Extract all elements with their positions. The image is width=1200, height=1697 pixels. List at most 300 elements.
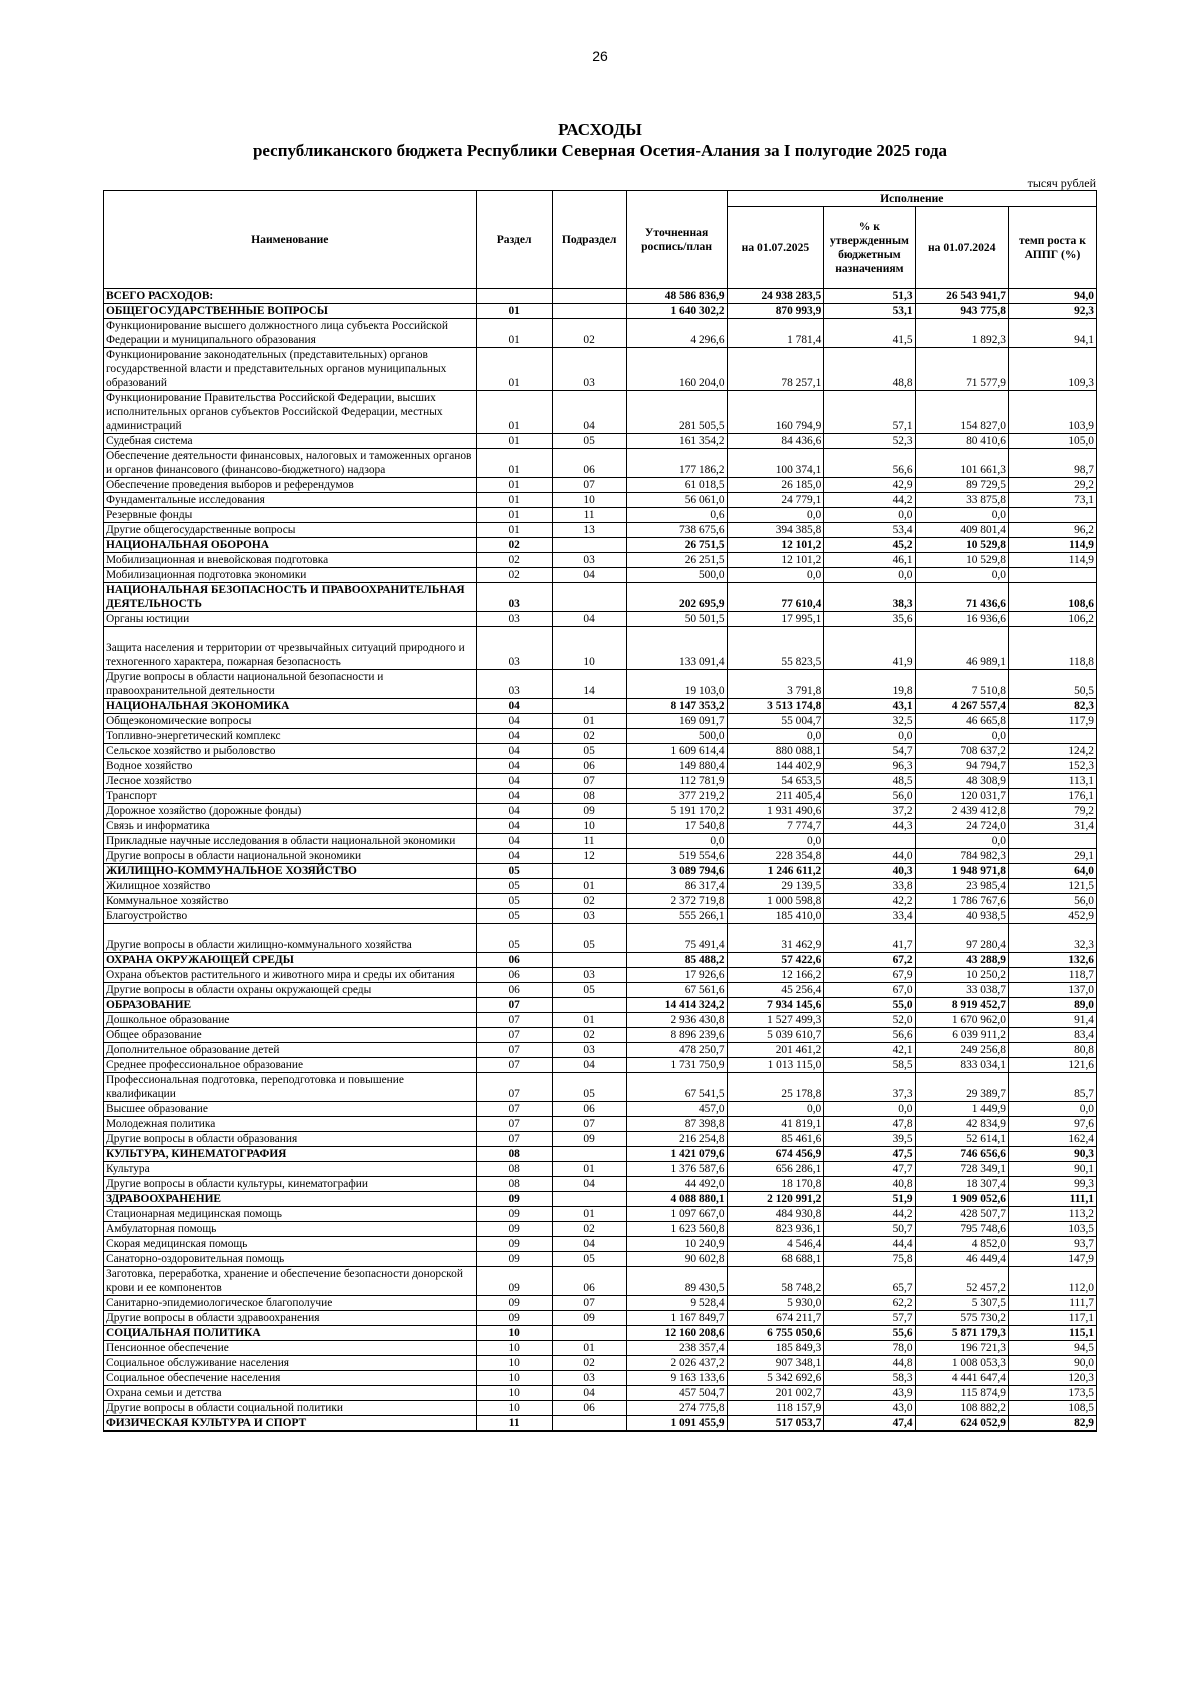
table-row bbox=[104, 612, 1097, 627]
row-exec-2024: 7 510,8 bbox=[915, 670, 1008, 699]
row-section: 09 bbox=[476, 1311, 552, 1326]
row-pct: 67,9 bbox=[824, 968, 915, 983]
row-exec-2024: 94 794,7 bbox=[915, 759, 1008, 774]
table-row bbox=[104, 729, 1097, 744]
row-exec-2024: 784 982,3 bbox=[915, 849, 1008, 864]
row-exec-2024: 0,0 bbox=[915, 729, 1008, 744]
row-exec-2025: 674 456,9 bbox=[727, 1147, 824, 1162]
row-subsection: 02 bbox=[552, 1222, 626, 1237]
row-pct: 53,1 bbox=[824, 304, 915, 319]
table-row bbox=[104, 879, 1097, 894]
table-row bbox=[104, 849, 1097, 864]
row-exec-2024: 33 875,8 bbox=[915, 493, 1008, 508]
row-exec-2024: 33 038,7 bbox=[915, 983, 1008, 998]
row-exec-2024: 154 827,0 bbox=[915, 391, 1008, 434]
row-name: Молодежная политика bbox=[104, 1117, 477, 1132]
row-subsection bbox=[552, 1326, 626, 1341]
row-pct: 33,8 bbox=[824, 879, 915, 894]
row-subsection: 03 bbox=[552, 909, 626, 924]
row-growth: 29,1 bbox=[1008, 849, 1096, 864]
row-name: Социальное обеспечение населения bbox=[104, 1371, 477, 1386]
row-subsection: 01 bbox=[552, 879, 626, 894]
table-row bbox=[104, 894, 1097, 909]
row-plan: 67 541,5 bbox=[626, 1073, 727, 1102]
row-exec-2024: 108 882,2 bbox=[915, 1401, 1008, 1416]
row-section: 09 bbox=[476, 1222, 552, 1237]
row-growth: 90,3 bbox=[1008, 1147, 1096, 1162]
table-row bbox=[104, 289, 1097, 304]
row-subsection: 04 bbox=[552, 1177, 626, 1192]
row-plan: 4 088 880,1 bbox=[626, 1192, 727, 1207]
row-pct: 65,7 bbox=[824, 1267, 915, 1296]
row-exec-2024: 409 801,4 bbox=[915, 523, 1008, 538]
header-on-2024: на 01.07.2024 bbox=[915, 207, 1008, 289]
row-section: 04 bbox=[476, 759, 552, 774]
row-subsection: 01 bbox=[552, 1207, 626, 1222]
row-subsection: 05 bbox=[552, 434, 626, 449]
table-row bbox=[104, 1267, 1097, 1296]
row-name: Высшее образование bbox=[104, 1102, 477, 1117]
row-exec-2024: 4 267 557,4 bbox=[915, 699, 1008, 714]
table-row bbox=[104, 348, 1097, 391]
row-section: 08 bbox=[476, 1177, 552, 1192]
row-plan: 56 061,0 bbox=[626, 493, 727, 508]
header-pct: % к утвержденным бюджетным назначениям bbox=[824, 207, 915, 289]
row-growth: 118,8 bbox=[1008, 627, 1096, 670]
row-name: Органы юстиции bbox=[104, 612, 477, 627]
row-growth: 91,4 bbox=[1008, 1013, 1096, 1028]
row-exec-2024: 1 909 052,6 bbox=[915, 1192, 1008, 1207]
row-plan: 85 488,2 bbox=[626, 953, 727, 968]
row-pct: 39,5 bbox=[824, 1132, 915, 1147]
row-subsection: 07 bbox=[552, 1117, 626, 1132]
row-pct: 43,1 bbox=[824, 699, 915, 714]
row-exec-2025: 185 849,3 bbox=[727, 1341, 824, 1356]
row-section: 09 bbox=[476, 1237, 552, 1252]
row-pct: 40,8 bbox=[824, 1177, 915, 1192]
table-row bbox=[104, 998, 1097, 1013]
row-name: НАЦИОНАЛЬНАЯ БЕЗОПАСНОСТЬ И ПРАВООХРАНИТЕЛЬНАЯ ДЕЯТЕЛЬНОСТЬ bbox=[104, 583, 477, 612]
row-name: ЗДРАВООХРАНЕНИЕ bbox=[104, 1192, 477, 1207]
row-subsection: 07 bbox=[552, 1296, 626, 1311]
row-section: 03 bbox=[476, 627, 552, 670]
row-plan: 48 586 836,9 bbox=[626, 289, 727, 304]
row-growth: 90,0 bbox=[1008, 1356, 1096, 1371]
row-section: 01 bbox=[476, 434, 552, 449]
header-growth: темп роста к АППГ (%) bbox=[1008, 207, 1096, 289]
row-subsection: 04 bbox=[552, 1058, 626, 1073]
row-exec-2024: 428 507,7 bbox=[915, 1207, 1008, 1222]
table-row bbox=[104, 699, 1097, 714]
header-section: Раздел bbox=[476, 191, 552, 289]
row-exec-2025: 29 139,5 bbox=[727, 879, 824, 894]
row-growth: 50,5 bbox=[1008, 670, 1096, 699]
table-row bbox=[104, 1386, 1097, 1401]
row-growth: 96,2 bbox=[1008, 523, 1096, 538]
row-subsection bbox=[552, 1147, 626, 1162]
row-exec-2025: 656 286,1 bbox=[727, 1162, 824, 1177]
row-exec-2024: 708 637,2 bbox=[915, 744, 1008, 759]
table-row bbox=[104, 1043, 1097, 1058]
row-exec-2025: 24 779,1 bbox=[727, 493, 824, 508]
row-section: 07 bbox=[476, 1013, 552, 1028]
row-name: ОБРАЗОВАНИЕ bbox=[104, 998, 477, 1013]
row-growth: 105,0 bbox=[1008, 434, 1096, 449]
row-section: 03 bbox=[476, 670, 552, 699]
row-name: НАЦИОНАЛЬНАЯ ОБОРОНА bbox=[104, 538, 477, 553]
header-on-2025: на 01.07.2025 bbox=[727, 207, 824, 289]
row-pct: 47,7 bbox=[824, 1162, 915, 1177]
row-growth: 113,1 bbox=[1008, 774, 1096, 789]
row-growth: 32,3 bbox=[1008, 924, 1096, 953]
row-exec-2025: 5 342 692,6 bbox=[727, 1371, 824, 1386]
table-row bbox=[104, 968, 1097, 983]
table-row bbox=[104, 449, 1097, 478]
row-pct: 44,2 bbox=[824, 493, 915, 508]
row-subsection: 03 bbox=[552, 968, 626, 983]
row-section: 07 bbox=[476, 1132, 552, 1147]
table-row bbox=[104, 1252, 1097, 1267]
row-growth: 85,7 bbox=[1008, 1073, 1096, 1102]
row-name: Амбулаторная помощь bbox=[104, 1222, 477, 1237]
row-plan: 149 880,4 bbox=[626, 759, 727, 774]
table-row bbox=[104, 1326, 1097, 1341]
row-growth: 82,3 bbox=[1008, 699, 1096, 714]
row-pct: 75,8 bbox=[824, 1252, 915, 1267]
row-subsection: 05 bbox=[552, 744, 626, 759]
row-plan: 1 623 560,8 bbox=[626, 1222, 727, 1237]
row-growth: 120,3 bbox=[1008, 1371, 1096, 1386]
row-name: Функционирование законодательных (представительных) органов государственной власти и представительных органов муниципальных образований bbox=[104, 348, 477, 391]
row-name: Транспорт bbox=[104, 789, 477, 804]
row-pct: 57,7 bbox=[824, 1311, 915, 1326]
row-pct: 0,0 bbox=[824, 508, 915, 523]
row-exec-2025: 144 402,9 bbox=[727, 759, 824, 774]
row-plan: 8 896 239,6 bbox=[626, 1028, 727, 1043]
row-exec-2025: 77 610,4 bbox=[727, 583, 824, 612]
row-subsection: 02 bbox=[552, 894, 626, 909]
row-subsection: 05 bbox=[552, 1073, 626, 1102]
row-pct: 62,2 bbox=[824, 1296, 915, 1311]
table-row bbox=[104, 1192, 1097, 1207]
row-section: 11 bbox=[476, 1416, 552, 1432]
row-exec-2024: 16 936,6 bbox=[915, 612, 1008, 627]
row-exec-2025: 185 410,0 bbox=[727, 909, 824, 924]
report-title bbox=[0, 119, 1200, 161]
row-growth bbox=[1008, 729, 1096, 744]
row-exec-2024: 52 614,1 bbox=[915, 1132, 1008, 1147]
row-growth: 109,3 bbox=[1008, 348, 1096, 391]
row-plan: 519 554,6 bbox=[626, 849, 727, 864]
row-pct: 0,0 bbox=[824, 729, 915, 744]
row-section: 05 bbox=[476, 864, 552, 879]
row-exec-2024: 1 449,9 bbox=[915, 1102, 1008, 1117]
row-subsection bbox=[552, 1416, 626, 1432]
row-growth: 29,2 bbox=[1008, 478, 1096, 493]
row-exec-2025: 4 546,4 bbox=[727, 1237, 824, 1252]
row-plan: 169 091,7 bbox=[626, 714, 727, 729]
row-section: 07 bbox=[476, 1028, 552, 1043]
row-plan: 738 675,6 bbox=[626, 523, 727, 538]
row-plan: 90 602,8 bbox=[626, 1252, 727, 1267]
row-name: Заготовка, переработка, хранение и обеспечение безопасности донорской крови и ее компонентов bbox=[104, 1267, 477, 1296]
row-plan: 8 147 353,2 bbox=[626, 699, 727, 714]
row-growth: 111,1 bbox=[1008, 1192, 1096, 1207]
row-exec-2025: 880 088,1 bbox=[727, 744, 824, 759]
row-growth: 162,4 bbox=[1008, 1132, 1096, 1147]
row-exec-2025: 45 256,4 bbox=[727, 983, 824, 998]
row-exec-2024: 624 052,9 bbox=[915, 1416, 1008, 1432]
table-row bbox=[104, 819, 1097, 834]
row-name: ВСЕГО РАСХОДОВ: bbox=[104, 289, 477, 304]
row-exec-2024: 196 721,3 bbox=[915, 1341, 1008, 1356]
row-subsection: 09 bbox=[552, 804, 626, 819]
row-exec-2025: 58 748,2 bbox=[727, 1267, 824, 1296]
row-plan: 112 781,9 bbox=[626, 774, 727, 789]
row-section: 01 bbox=[476, 319, 552, 348]
row-section: 10 bbox=[476, 1386, 552, 1401]
row-subsection: 10 bbox=[552, 627, 626, 670]
row-name: Дошкольное образование bbox=[104, 1013, 477, 1028]
row-exec-2025: 201 002,7 bbox=[727, 1386, 824, 1401]
row-subsection: 05 bbox=[552, 924, 626, 953]
table-row bbox=[104, 434, 1097, 449]
row-section: 09 bbox=[476, 1296, 552, 1311]
table-row bbox=[104, 1341, 1097, 1356]
row-pct: 51,3 bbox=[824, 289, 915, 304]
row-exec-2025: 1 000 598,8 bbox=[727, 894, 824, 909]
row-exec-2025: 1 246 611,2 bbox=[727, 864, 824, 879]
row-plan: 19 103,0 bbox=[626, 670, 727, 699]
row-subsection: 07 bbox=[552, 774, 626, 789]
row-plan: 457 504,7 bbox=[626, 1386, 727, 1401]
table-row bbox=[104, 789, 1097, 804]
row-growth: 114,9 bbox=[1008, 538, 1096, 553]
row-name: Функционирование Правительства Российской Федерации, высших исполнительных органов субъектов Российской Федерации, местных администраций bbox=[104, 391, 477, 434]
row-growth: 92,3 bbox=[1008, 304, 1096, 319]
row-pct: 0,0 bbox=[824, 1102, 915, 1117]
table-row bbox=[104, 1296, 1097, 1311]
row-exec-2025: 160 794,9 bbox=[727, 391, 824, 434]
row-pct: 33,4 bbox=[824, 909, 915, 924]
row-growth: 93,7 bbox=[1008, 1237, 1096, 1252]
row-subsection: 11 bbox=[552, 834, 626, 849]
row-subsection bbox=[552, 304, 626, 319]
row-subsection: 02 bbox=[552, 729, 626, 744]
row-plan: 1 376 587,6 bbox=[626, 1162, 727, 1177]
title-line-2: республиканского бюджета Республики Северная Осетия-Алания за I полугодие 2025 года bbox=[252, 141, 948, 160]
row-exec-2025: 3 513 174,8 bbox=[727, 699, 824, 714]
row-subsection: 11 bbox=[552, 508, 626, 523]
row-name: Резервные фонды bbox=[104, 508, 477, 523]
row-plan: 75 491,4 bbox=[626, 924, 727, 953]
row-growth bbox=[1008, 834, 1096, 849]
row-exec-2025: 0,0 bbox=[727, 1102, 824, 1117]
row-subsection: 01 bbox=[552, 714, 626, 729]
row-subsection: 04 bbox=[552, 612, 626, 627]
row-exec-2024: 46 665,8 bbox=[915, 714, 1008, 729]
row-pct: 53,4 bbox=[824, 523, 915, 538]
row-pct: 41,7 bbox=[824, 924, 915, 953]
row-name: Другие вопросы в области социальной политики bbox=[104, 1401, 477, 1416]
row-subsection: 14 bbox=[552, 670, 626, 699]
table-row bbox=[104, 1237, 1097, 1252]
row-exec-2024: 4 441 647,4 bbox=[915, 1371, 1008, 1386]
row-pct: 44,4 bbox=[824, 1237, 915, 1252]
row-pct: 52,3 bbox=[824, 434, 915, 449]
row-plan: 1 609 614,4 bbox=[626, 744, 727, 759]
table-row bbox=[104, 1132, 1097, 1147]
row-growth: 108,6 bbox=[1008, 583, 1096, 612]
row-name: Санаторно-оздоровительная помощь bbox=[104, 1252, 477, 1267]
row-pct: 58,5 bbox=[824, 1058, 915, 1073]
row-growth bbox=[1008, 508, 1096, 523]
row-exec-2025: 823 936,1 bbox=[727, 1222, 824, 1237]
row-exec-2025: 1 781,4 bbox=[727, 319, 824, 348]
table-row bbox=[104, 744, 1097, 759]
row-plan: 17 926,6 bbox=[626, 968, 727, 983]
row-pct: 56,6 bbox=[824, 449, 915, 478]
row-pct: 44,2 bbox=[824, 1207, 915, 1222]
row-pct: 48,5 bbox=[824, 774, 915, 789]
row-exec-2025: 17 995,1 bbox=[727, 612, 824, 627]
row-name: Прикладные научные исследования в области национальной экономики bbox=[104, 834, 477, 849]
table-row bbox=[104, 864, 1097, 879]
row-section: 06 bbox=[476, 983, 552, 998]
row-subsection: 12 bbox=[552, 849, 626, 864]
row-pct: 56,0 bbox=[824, 789, 915, 804]
row-exec-2024: 1 786 767,6 bbox=[915, 894, 1008, 909]
row-exec-2024: 728 349,1 bbox=[915, 1162, 1008, 1177]
row-pct: 55,6 bbox=[824, 1326, 915, 1341]
row-pct: 54,7 bbox=[824, 744, 915, 759]
row-pct: 96,3 bbox=[824, 759, 915, 774]
row-plan: 1 731 750,9 bbox=[626, 1058, 727, 1073]
row-growth: 83,4 bbox=[1008, 1028, 1096, 1043]
row-section: 08 bbox=[476, 1162, 552, 1177]
row-section: 04 bbox=[476, 849, 552, 864]
row-exec-2024: 80 410,6 bbox=[915, 434, 1008, 449]
row-exec-2025: 228 354,8 bbox=[727, 849, 824, 864]
row-plan: 67 561,6 bbox=[626, 983, 727, 998]
table-row bbox=[104, 304, 1097, 319]
row-plan: 3 089 794,6 bbox=[626, 864, 727, 879]
row-name: СОЦИАЛЬНАЯ ПОЛИТИКА bbox=[104, 1326, 477, 1341]
row-exec-2025: 0,0 bbox=[727, 568, 824, 583]
row-plan: 1 167 849,7 bbox=[626, 1311, 727, 1326]
row-plan: 12 160 208,6 bbox=[626, 1326, 727, 1341]
table-row bbox=[104, 1401, 1097, 1416]
table-row bbox=[104, 1028, 1097, 1043]
row-section: 03 bbox=[476, 583, 552, 612]
row-section: 09 bbox=[476, 1192, 552, 1207]
row-section: 01 bbox=[476, 391, 552, 434]
row-growth: 147,9 bbox=[1008, 1252, 1096, 1267]
row-pct: 47,5 bbox=[824, 1147, 915, 1162]
row-subsection bbox=[552, 538, 626, 553]
row-subsection: 06 bbox=[552, 1102, 626, 1117]
row-subsection bbox=[552, 289, 626, 304]
row-exec-2025: 2 120 991,2 bbox=[727, 1192, 824, 1207]
row-name: ОХРАНА ОКРУЖАЮЩЕЙ СРЕДЫ bbox=[104, 953, 477, 968]
row-section: 07 bbox=[476, 1058, 552, 1073]
row-growth: 80,8 bbox=[1008, 1043, 1096, 1058]
header-execution: Исполнение bbox=[727, 191, 1096, 207]
row-section: 04 bbox=[476, 774, 552, 789]
row-exec-2024: 4 852,0 bbox=[915, 1237, 1008, 1252]
row-exec-2024: 1 892,3 bbox=[915, 319, 1008, 348]
row-plan: 5 191 170,2 bbox=[626, 804, 727, 819]
row-exec-2024: 71 577,9 bbox=[915, 348, 1008, 391]
row-name: Защита населения и территории от чрезвычайных ситуаций природного и техногенного характера, пожарная безопасность bbox=[104, 627, 477, 670]
row-exec-2024: 40 938,5 bbox=[915, 909, 1008, 924]
row-name: Обеспечение проведения выборов и референдумов bbox=[104, 478, 477, 493]
row-section: 10 bbox=[476, 1341, 552, 1356]
row-growth: 176,1 bbox=[1008, 789, 1096, 804]
row-exec-2024: 29 389,7 bbox=[915, 1073, 1008, 1102]
row-exec-2025: 5 039 610,7 bbox=[727, 1028, 824, 1043]
row-growth: 118,7 bbox=[1008, 968, 1096, 983]
row-exec-2024: 23 985,4 bbox=[915, 879, 1008, 894]
row-exec-2024: 746 656,6 bbox=[915, 1147, 1008, 1162]
row-section: 01 bbox=[476, 304, 552, 319]
row-subsection: 09 bbox=[552, 1132, 626, 1147]
row-subsection bbox=[552, 953, 626, 968]
row-growth: 103,5 bbox=[1008, 1222, 1096, 1237]
row-plan: 555 266,1 bbox=[626, 909, 727, 924]
table-row bbox=[104, 568, 1097, 583]
row-growth: 115,1 bbox=[1008, 1326, 1096, 1341]
row-exec-2025: 68 688,1 bbox=[727, 1252, 824, 1267]
table-row bbox=[104, 627, 1097, 670]
row-exec-2025: 41 819,1 bbox=[727, 1117, 824, 1132]
table-row bbox=[104, 1117, 1097, 1132]
row-pct: 35,6 bbox=[824, 612, 915, 627]
table-row bbox=[104, 1222, 1097, 1237]
table-row bbox=[104, 1073, 1097, 1102]
row-name: Среднее профессиональное образование bbox=[104, 1058, 477, 1073]
row-exec-2025: 201 461,2 bbox=[727, 1043, 824, 1058]
row-exec-2025: 84 436,6 bbox=[727, 434, 824, 449]
row-exec-2024: 42 834,9 bbox=[915, 1117, 1008, 1132]
row-growth: 137,0 bbox=[1008, 983, 1096, 998]
table-row bbox=[104, 523, 1097, 538]
row-growth: 94,5 bbox=[1008, 1341, 1096, 1356]
row-subsection: 06 bbox=[552, 449, 626, 478]
row-growth: 82,9 bbox=[1008, 1416, 1096, 1432]
row-name: Другие вопросы в области образования bbox=[104, 1132, 477, 1147]
row-subsection: 06 bbox=[552, 1401, 626, 1416]
table-row bbox=[104, 774, 1097, 789]
row-growth: 94,0 bbox=[1008, 289, 1096, 304]
row-plan: 238 357,4 bbox=[626, 1341, 727, 1356]
row-name: Профессиональная подготовка, переподготовка и повышение квалификации bbox=[104, 1073, 477, 1102]
row-exec-2024: 97 280,4 bbox=[915, 924, 1008, 953]
row-section: 09 bbox=[476, 1267, 552, 1296]
row-pct: 41,5 bbox=[824, 319, 915, 348]
row-exec-2024: 46 449,4 bbox=[915, 1252, 1008, 1267]
row-exec-2024: 89 729,5 bbox=[915, 478, 1008, 493]
table-row bbox=[104, 1207, 1097, 1222]
row-exec-2024: 8 919 452,7 bbox=[915, 998, 1008, 1013]
row-section: 09 bbox=[476, 1207, 552, 1222]
row-plan: 2 936 430,8 bbox=[626, 1013, 727, 1028]
row-plan: 0,6 bbox=[626, 508, 727, 523]
row-name: Обеспечение деятельности финансовых, налоговых и таможенных органов и органов финансового (финансово-бюджетного) надзора bbox=[104, 449, 477, 478]
row-plan: 281 505,5 bbox=[626, 391, 727, 434]
row-plan: 50 501,5 bbox=[626, 612, 727, 627]
row-exec-2025: 7 774,7 bbox=[727, 819, 824, 834]
